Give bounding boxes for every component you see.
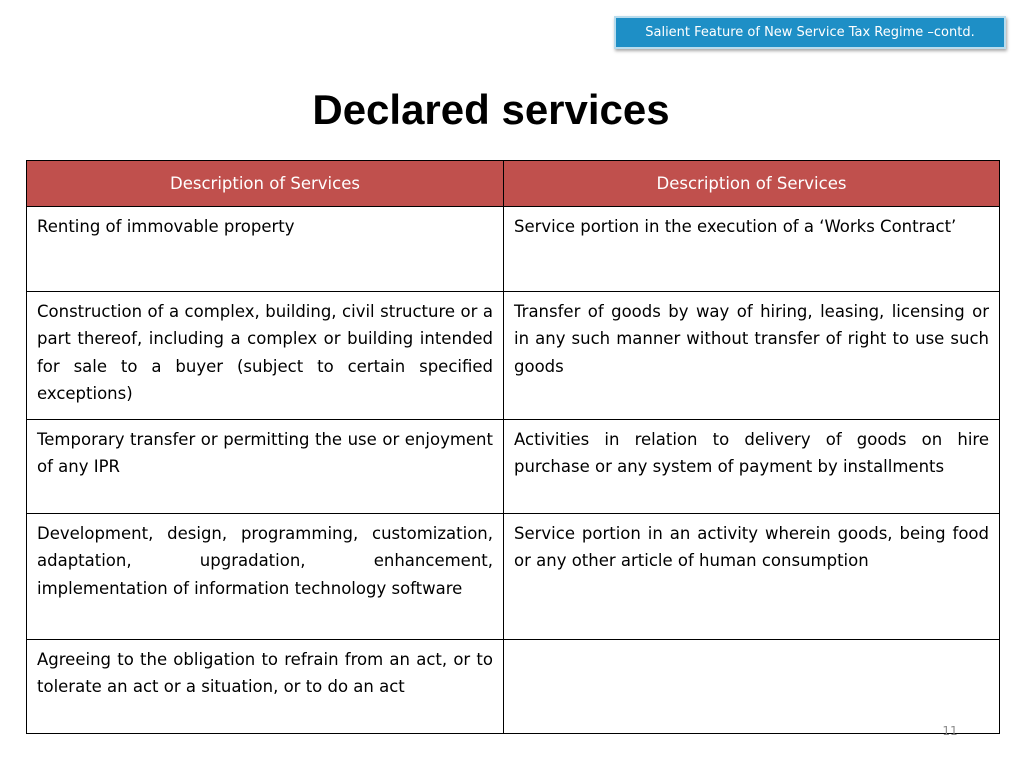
section-header-badge: Salient Feature of New Service Tax Regime –contd. <box>614 16 1006 49</box>
column-header: Description of Services <box>27 161 504 207</box>
page-number: 11 <box>942 724 958 738</box>
table-cell: Service portion in an activity wherein goods, being food or any other article of human consumption <box>504 513 1000 639</box>
table-row <box>27 206 1000 291</box>
table-row <box>27 639 1000 733</box>
declared-services-table <box>26 160 1000 734</box>
table-cell: Renting of immovable property <box>27 206 504 291</box>
table-cell <box>504 639 1000 733</box>
table-cell: Activities in relation to delivery of goods on hire purchase or any system of payment by installments <box>504 419 1000 513</box>
table-cell: Service portion in the execution of a ‘Works Contract’ <box>504 206 1000 291</box>
table-cell: Construction of a complex, building, civil structure or a part thereof, including a complex or building intended for sale to a buyer (subject to certain specified exceptions) <box>27 291 504 419</box>
table-row <box>27 419 1000 513</box>
table-header-row <box>27 161 1000 207</box>
page-title: Declared services <box>312 86 670 133</box>
table-cell: Agreeing to the obligation to refrain from an act, or to tolerate an act or a situation, or to do an act <box>27 639 504 733</box>
table-row <box>27 291 1000 419</box>
column-header: Description of Services <box>504 161 1000 207</box>
table-cell: Temporary transfer or permitting the use or enjoyment of any IPR <box>27 419 504 513</box>
table-cell: Transfer of goods by way of hiring, leasing, licensing or in any such manner without transfer of right to use such goods <box>504 291 1000 419</box>
table-cell: Development, design, programming, customization, adaptation, upgradation, enhancement, implementation of information technology software <box>27 513 504 639</box>
table-row <box>27 513 1000 639</box>
